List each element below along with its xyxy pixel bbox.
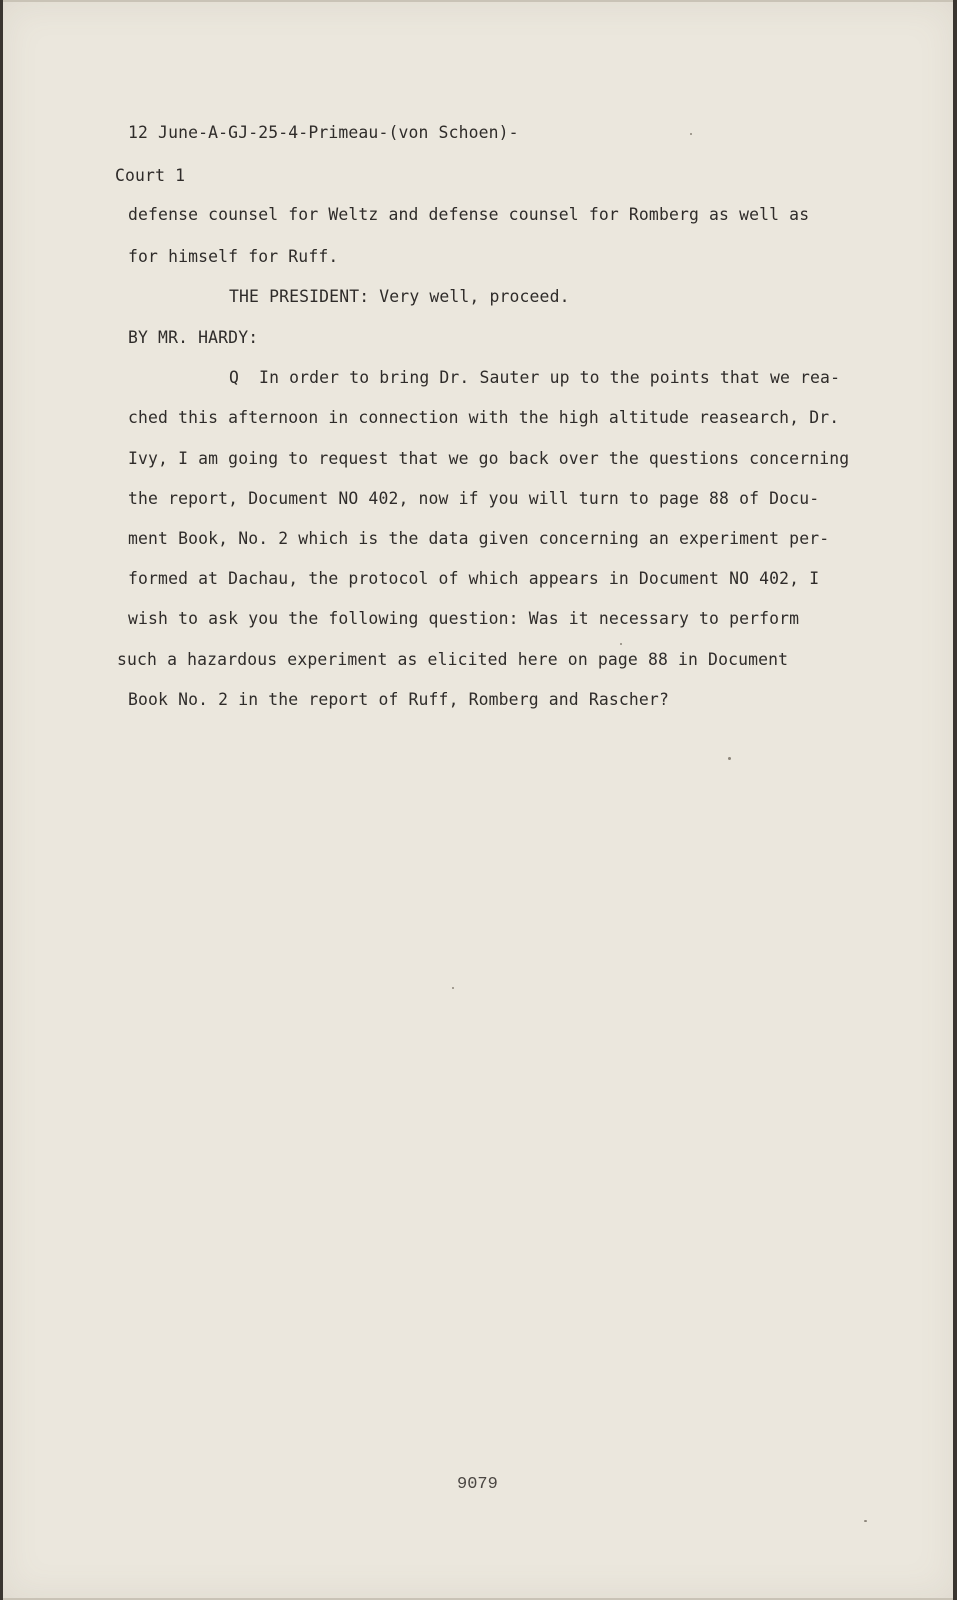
- header-line: 12 June-A-GJ-25-4-Primeau-(von Schoen)-: [128, 123, 519, 142]
- body-line: such a hazardous experiment as elicited here on page 88 in Document: [117, 650, 789, 669]
- body-line: formed at Dachau, the protocol of which appears in Document NO 402, I: [128, 569, 820, 588]
- body-line: for himself for Ruff.: [128, 247, 339, 266]
- scan-speck: [864, 1520, 867, 1522]
- body-line: wish to ask you the following question: Was it necessary to perform: [128, 609, 800, 628]
- body-line: ment Book, No. 2 which is the data given concerning an experiment per-: [128, 529, 830, 548]
- page-number: 9079: [457, 1475, 498, 1494]
- scan-speck: [690, 133, 692, 135]
- body-line: the report, Document NO 402, now if you will turn to page 88 of Docu-: [128, 489, 820, 508]
- speaker-line: THE PRESIDENT: Very well, proceed.: [229, 287, 570, 306]
- question-line: Q In order to bring Dr. Sauter up to the points that we rea-: [229, 368, 841, 387]
- body-line: Book No. 2 in the report of Ruff, Romberg and Rascher?: [128, 690, 669, 709]
- scan-speck: [728, 757, 731, 760]
- body-line: defense counsel for Weltz and defense counsel for Romberg as well as: [128, 205, 810, 224]
- court-line: Court 1: [115, 166, 186, 185]
- body-line: Ivy, I am going to request that we go back over the questions concerning: [128, 449, 850, 468]
- body-line: ched this afternoon in connection with the high altitude reasearch, Dr.: [128, 408, 840, 427]
- scan-speck: [452, 987, 454, 989]
- examiner-line: BY MR. HARDY:: [128, 328, 259, 347]
- scan-speck: [620, 643, 622, 645]
- scan-edge-left: [0, 0, 3, 1600]
- scan-edge-right: [953, 0, 957, 1600]
